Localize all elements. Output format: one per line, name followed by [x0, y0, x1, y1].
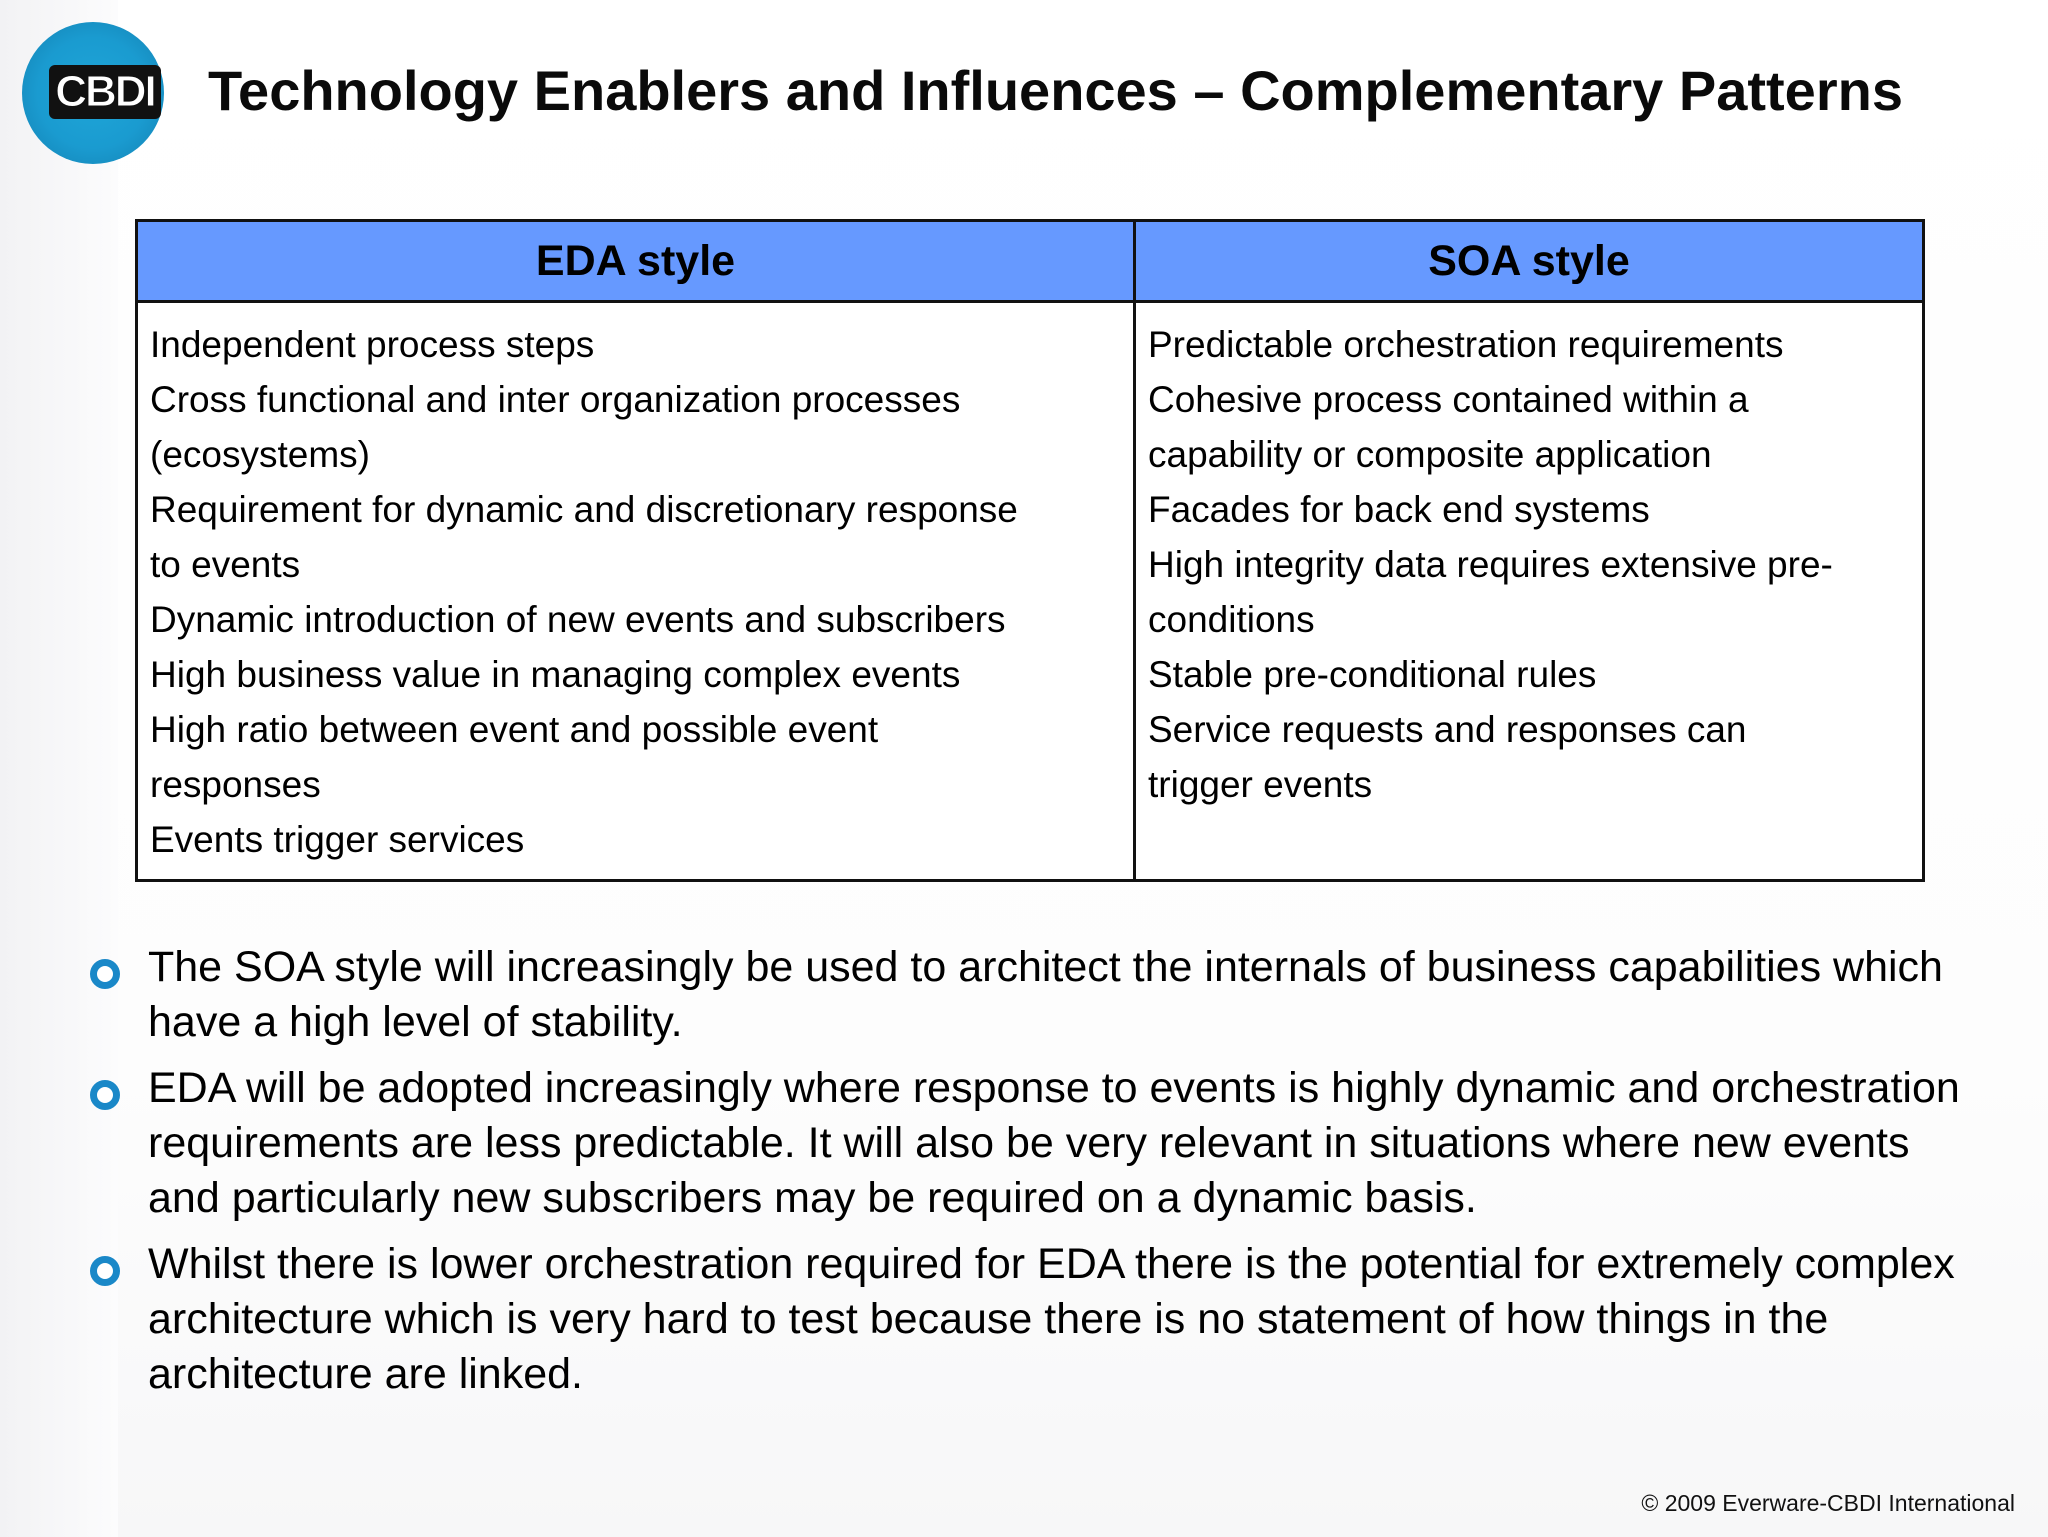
eda-line: Independent process steps	[150, 324, 595, 365]
soa-line: Cohesive process contained within a	[1148, 379, 1749, 420]
bullet-text: Whilst there is lower orchestration required for EDA there is the potential for extremely complex architecture which is very hard to test because there is no statement of how things in the architecture are linked.	[148, 1240, 1955, 1398]
bullet-text: The SOA style will increasingly be used to architect the internals of business capabilities which have a high level of stability.	[148, 943, 1943, 1046]
cbdi-logo-icon	[22, 22, 164, 164]
page-title: Technology Enablers and Influences – Complementary Patterns	[208, 59, 1903, 122]
soa-line: Service requests and responses can	[1148, 709, 1747, 750]
list-item	[90, 1237, 1970, 1402]
eda-line: to events	[150, 544, 301, 585]
table-header-row	[137, 221, 1924, 302]
soa-line: conditions	[1148, 599, 1315, 640]
eda-line: High ratio between event and possible event	[150, 709, 879, 750]
ring-bullet-icon	[90, 959, 120, 989]
list-item	[90, 940, 1970, 1050]
bullet-text: EDA will be adopted increasingly where response to events is highly dynamic and orchestration requirements are less predictable. It will also be very relevant in situations where new events and particularly new subscribers may be required on a dynamic basis.	[148, 1064, 1960, 1222]
soa-line: Stable pre-conditional rules	[1148, 654, 1597, 695]
table-row	[137, 302, 1924, 881]
copyright-footer: © 2009 Everware-CBDI International	[1641, 1490, 2015, 1516]
soa-line: Facades for back end systems	[1148, 489, 1650, 530]
bullet-list	[90, 940, 1970, 1413]
header-eda-style: EDA style	[137, 221, 1135, 302]
eda-line: Events trigger services	[150, 819, 525, 860]
eda-line: (ecosystems)	[150, 434, 370, 475]
eda-line: Requirement for dynamic and discretionary response	[150, 489, 1018, 530]
header-soa-style: SOA style	[1135, 221, 1924, 302]
soa-cell	[1135, 302, 1924, 881]
comparison-table	[135, 219, 1925, 882]
ring-bullet-icon	[90, 1080, 120, 1110]
list-item	[90, 1061, 1970, 1226]
soa-line: trigger events	[1148, 764, 1373, 805]
soa-line: High integrity data requires extensive pre-	[1148, 544, 1833, 585]
soa-line: capability or composite application	[1148, 434, 1712, 475]
ring-bullet-icon	[90, 1256, 120, 1286]
eda-line: High business value in managing complex events	[150, 654, 961, 695]
soa-line: Predictable orchestration requirements	[1148, 324, 1784, 365]
eda-cell	[137, 302, 1135, 881]
eda-line: responses	[150, 764, 321, 805]
logo-text: CBDI	[49, 65, 161, 119]
eda-line: Cross functional and inter organization processes	[150, 379, 961, 420]
eda-line: Dynamic introduction of new events and subscribers	[150, 599, 1006, 640]
